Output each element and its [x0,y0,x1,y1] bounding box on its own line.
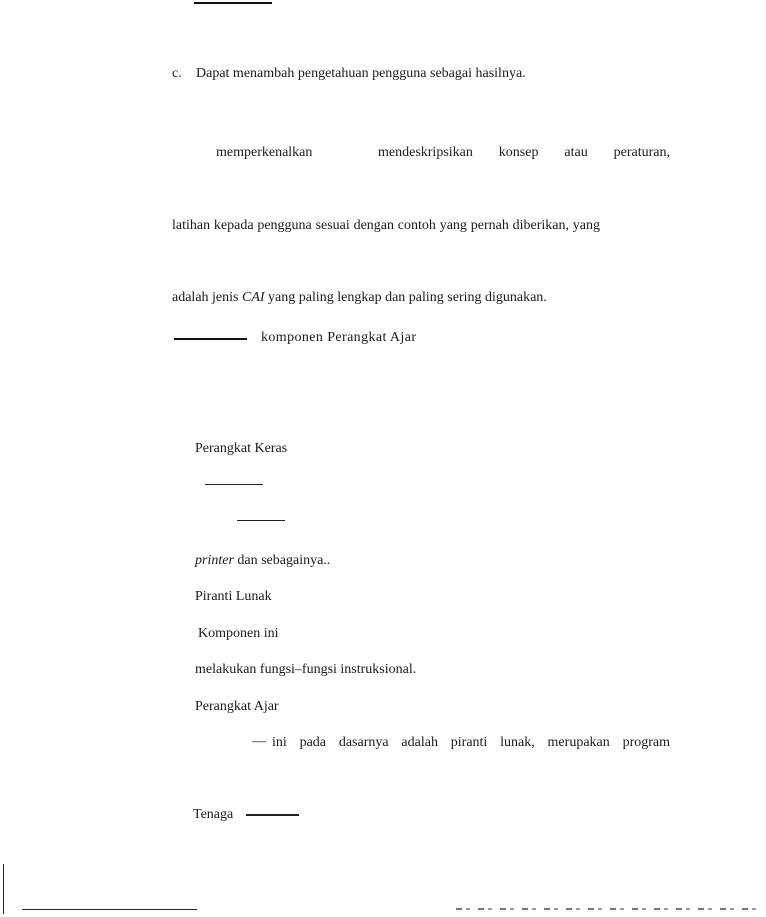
word: piranti [450,735,488,750]
printer-line [195,553,330,569]
justified-line-courseware [272,735,670,751]
word: pada [299,735,327,750]
word: ini [272,735,287,750]
redaction-line [205,484,263,485]
software-heading: Piranti Lunak [195,589,272,604]
dash-mark: — [252,734,266,749]
footnote-rule [22,909,197,910]
justified-line-2 [378,145,670,161]
text-segment: dan sebagainya.. [233,553,331,568]
text-segment: yang paling lengkap dan paling sering digunakan. [264,290,547,305]
hardware-heading: Perangkat Keras [195,441,288,456]
word: adalah [401,735,438,750]
word: konsep [498,145,539,160]
list-item-marker: c. [172,66,182,81]
word-memperkenalkan: memperkenalkan [216,145,313,160]
list-item-c: Dapat menambah pengetahuan pengguna sebagai hasilnya. [196,66,526,81]
margin-line [3,864,4,914]
word: program [622,735,670,750]
word: merupakan [547,735,610,750]
word: atau [564,145,588,160]
functions-text: melakukan fungsi–fungsi instruksional. [195,662,417,677]
redaction-line [246,814,299,816]
heading-rule [174,338,247,340]
staff-heading: Tenaga [193,807,234,822]
section-heading: komponen Perangkat Ajar [261,330,417,345]
word: mendeskripsikan [378,145,473,160]
word: dasarnya [338,735,389,750]
word: lunak, [500,735,535,750]
redaction-line [237,520,285,521]
text-segment: adalah jenis [172,290,242,305]
courseware-heading: Perangkat Ajar [195,699,279,714]
cai-term: CAI [241,290,265,305]
paragraph-line-3: latihan kepada pengguna sesuai dengan contoh yang pernah diberikan, yang [172,218,600,233]
top-rule [194,2,272,4]
word: peraturan, [613,145,670,160]
paragraph-line-4 [172,290,547,306]
scan-artifact [456,908,756,910]
printer-term: printer [195,553,234,568]
component-text: Komponen ini [198,626,279,641]
